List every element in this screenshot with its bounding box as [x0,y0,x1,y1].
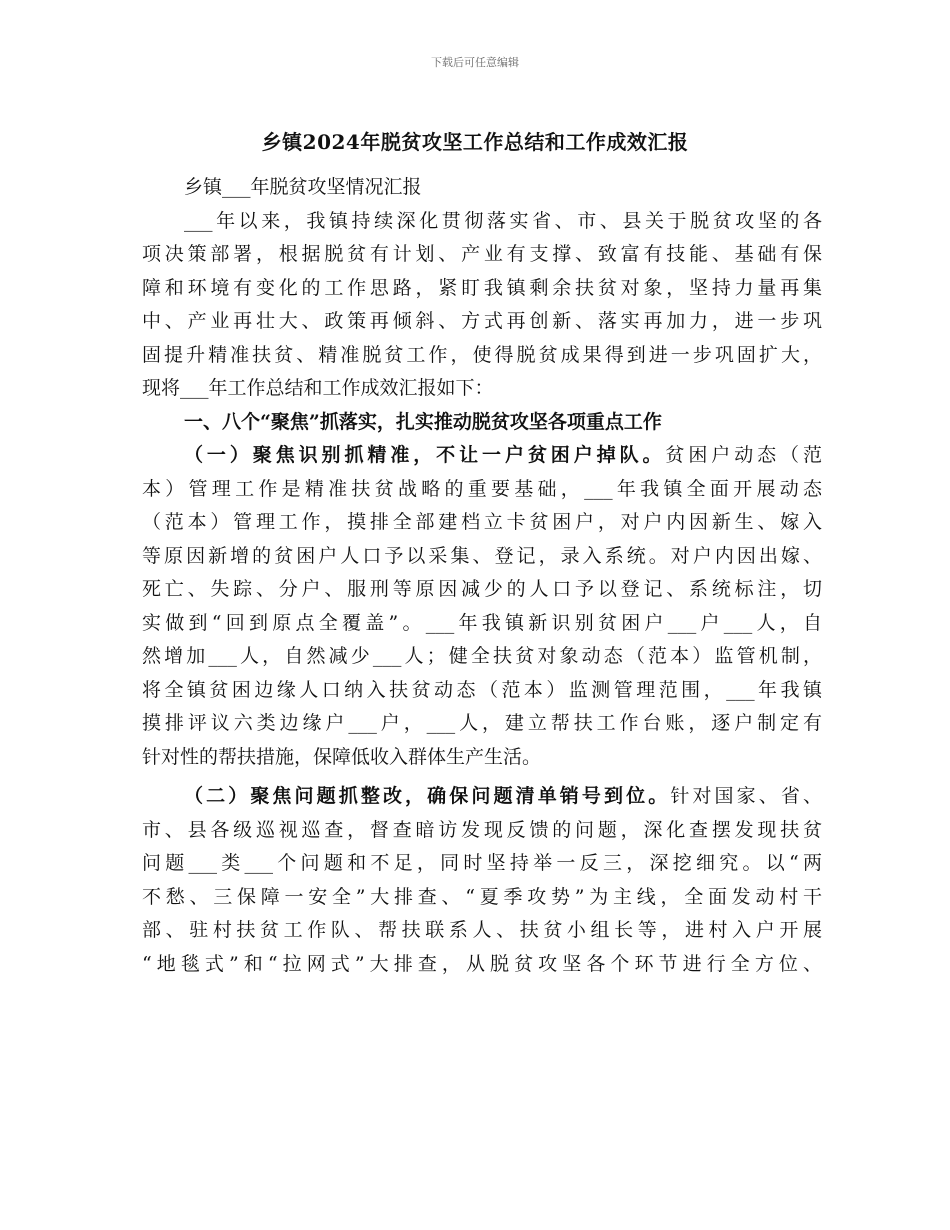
paragraph-line: 摸排评议六类边缘户___户，___人，建立帮扶工作台账，逐户制定有 [142,712,822,734]
paragraph-line: 等原因新增的贫困户人口予以采集、登记，录入系统。对户内因出嫁、 [142,544,822,567]
paragraph-line: “地毯式”和“拉网式”大排查，从脱贫攻坚各个环节进行全方位、 [142,952,822,975]
paragraph-line: 问题___类___个问题和不足，同时坚持举一反三，深挖细究。以“两 [142,852,822,874]
paragraph-line: 市、县各级巡视巡查，督查暗访发现反馈的问题，深化查摆发现扶贫 [142,818,822,841]
paragraph-line: 然增加___人，自然减少___人；健全扶贫对象动态（范本）监管机制， [142,645,822,667]
paragraph-line: 本）管理工作是精准扶贫战略的重要基础，___年我镇全面开展动态 [142,477,822,500]
paragraph-line: （范本）管理工作，摸排全部建档立卡贫困户，对户内因新生、嫁入 [142,511,822,533]
document-body [142,171,822,981]
paragraph-line: 死亡、失踪、分户、服刑等原因减少的人口予以登记、系统标注，切 [142,578,822,600]
paragraph-line: 现将___年工作总结和工作成效汇报如下： [142,377,494,399]
paragraph-line: （二）聚焦问题抓整改，确保问题清单销号到位。针对国家、省、 [184,785,822,807]
paragraph-line: 不愁、三保障一安全”大排查、“夏季攻势”为主线，全面发动村干 [142,885,822,908]
subtitle-line: 乡镇___年脱贫攻坚情况汇报 [184,176,422,198]
paragraph-line: 部、驻村扶贫工作队、帮扶联系人、扶贫小组长等，进村入户开展 [142,919,822,941]
paragraph-line: 将全镇贫困边缘人口纳入扶贫动态（范本）监测管理范围，___年我镇 [142,678,822,701]
paragraph-line: 中、产业再壮大、政策再倾斜、方式再创新、落实再加力，进一步巩 [142,310,822,332]
subsection-heading: （二）聚焦问题抓整改，确保问题清单销号到位。 [184,785,671,807]
paragraph-line: 针对性的帮扶措施，保障低收入群体生产生活。 [142,745,542,768]
section-heading: 一、八个“聚焦”抓落实，扎实推动脱贫攻坚各项重点工作 [184,410,662,433]
paragraph-line: （一）聚焦识别抓精准，不让一户贫困户掉队。贫困户动态（范 [184,444,822,466]
paragraph-line: 项决策部署，根据脱贫有计划、产业有支撑、致富有技能、基础有保 [142,243,822,265]
header-note: 下载后可任意编辑 [431,56,519,69]
document-title: 乡镇2024年脱贫攻坚工作总结和工作成效汇报 [261,130,689,154]
paragraph-line: 固提升精准扶贫、精准脱贫工作，使得脱贫成果得到进一步巩固扩大， [142,343,822,366]
paragraph-line: ___年以来，我镇持续深化贯彻落实省、市、县关于脱贫攻坚的各 [184,209,822,232]
paragraph-line: 障和环境有变化的工作思路，紧盯我镇剩余扶贫对象，坚持力量再集 [142,276,822,299]
paragraph-line: 实做到“回到原点全覆盖”。___年我镇新识别贫困户___户___人，自 [142,611,822,634]
subsection-heading: （一）聚焦识别抓精准，不让一户贫困户掉队。 [184,444,666,466]
